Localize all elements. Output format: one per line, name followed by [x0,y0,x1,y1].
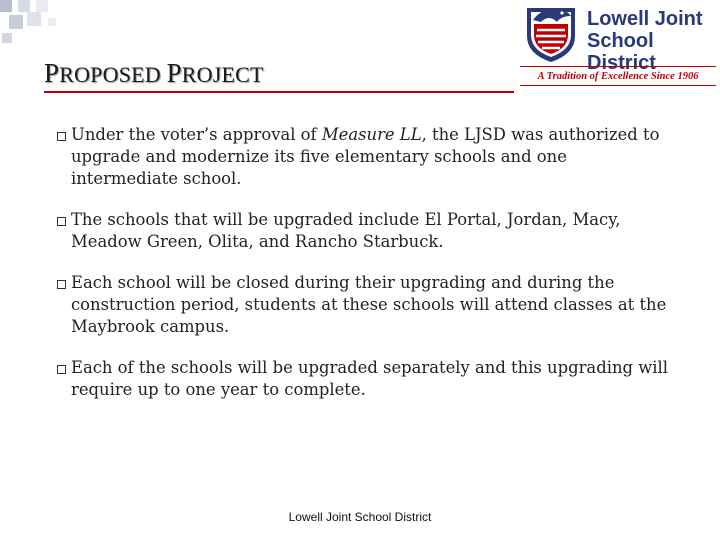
slide-title: PROPOSED PROJECT [44,58,264,88]
eagle-shield-icon [521,2,581,64]
logo-district-name [587,8,720,74]
bullet-item [55,272,675,338]
logo-name-line2: School District [587,30,656,74]
title-underline [44,91,514,93]
bullet-text: Each school will be closed during their upgrading and during the construction period, students at these schools will attend classes at the Maybrook campus. [71,273,667,336]
logo-tagline-band [520,66,716,86]
bullet-text: Each of the schools will be upgraded separately and this upgrading will require up to one year to complete. [71,358,668,399]
bullet-item [55,124,675,190]
square-bullet-icon [57,132,66,141]
square-bullet-icon [57,365,66,374]
logo-name-line1: Lowell Joint [587,8,703,30]
bullet-text: The schools that will be upgraded include El Portal, Jordan, Macy, Meadow Green, Olita, and Rancho Starbuck. [71,210,621,251]
decorative-squares [0,0,70,48]
bullet-text: Under the voter’s approval of Measure LL, the LJSD was authorized to upgrade and modernize its five elementary schools and one intermediate school. [71,125,660,188]
logo-tagline: A Tradition of Excellence Since 1906 [537,70,699,82]
bullet-item [55,357,675,401]
bullet-item [55,209,675,253]
district-logo [515,0,720,90]
square-bullet-icon [57,280,66,289]
slide-footer: Lowell Joint School District [288,510,432,524]
bullet-list [55,124,675,420]
measure-name: Measure LL [321,125,422,144]
square-bullet-icon [57,217,66,226]
